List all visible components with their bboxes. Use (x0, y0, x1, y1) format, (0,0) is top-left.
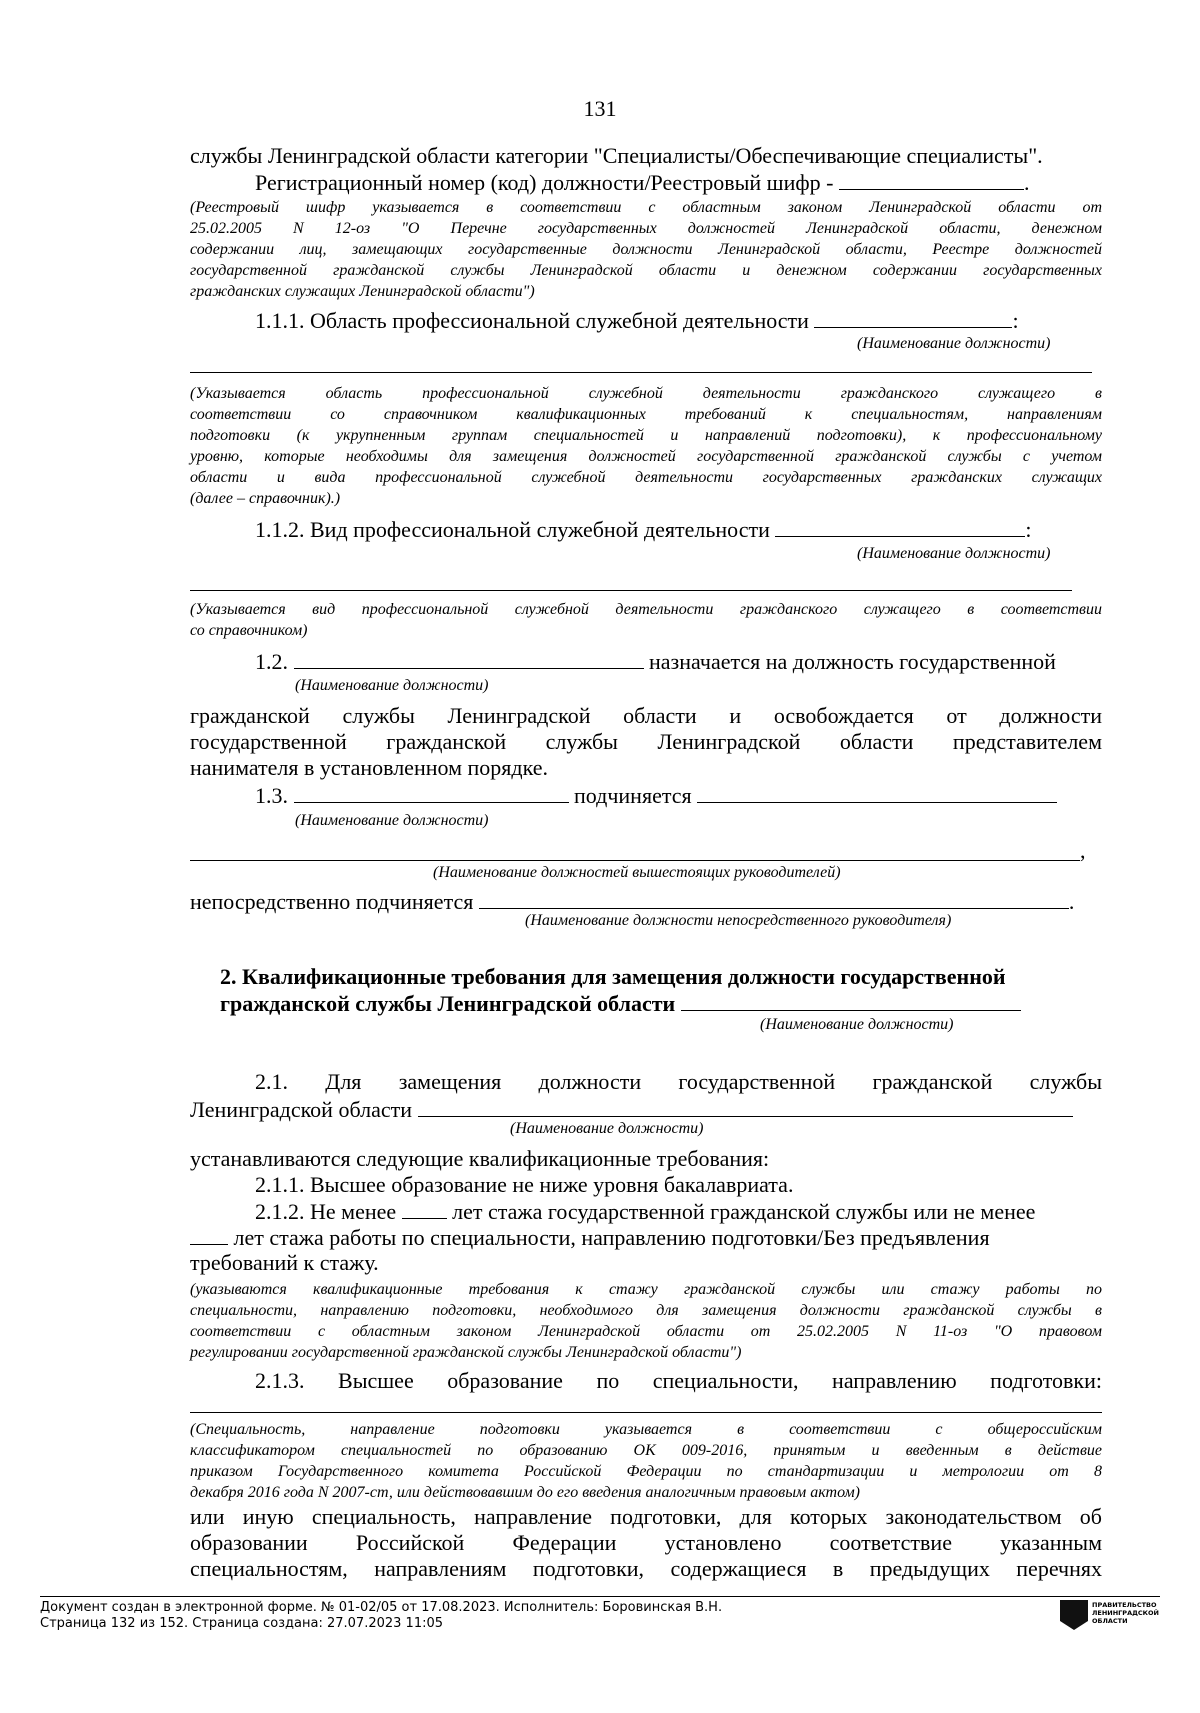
note-line: соответствии с областным законом Ленинградской области от 25.02.2005 N 11-оз "О правовом (190, 1323, 1102, 1340)
note-line: классификатором специальностей по образованию ОК 009-2016, принятым и введенным в действие (190, 1442, 1102, 1459)
footer-line-1: Документ создан в электронной форме. № 01-02/05 от 17.08.2023. Исполнитель: Боровинская В.Н. (40, 1600, 723, 1615)
text-line: специальностям, направлениям подготовки, содержащиеся в предыдущих перечнях (190, 1556, 1102, 1581)
p112-label: 1.1.2. Вид профессиональной служебной деятельности (255, 517, 770, 542)
caption-senior: (Наименование должностей вышестоящих руководителей) (433, 864, 841, 881)
note-line: (Реестровый шифр указывается в соответствии с областным законом Ленинградской области от (190, 199, 1102, 216)
note-line: (далее – справочник).) (190, 490, 341, 507)
p12-tail: назначается на должность государственной (649, 649, 1056, 674)
section-2-title: 2. Квалификационные требования для замещения должности государственной (220, 964, 1006, 989)
p112-blank (775, 516, 1025, 537)
note-line: специальности, направлению подготовки, необходимого для замещения должности гражданской службы в (190, 1302, 1102, 1319)
p212-c: лет стажа работы по специальности, направлению подготовки/Без предъявления (233, 1225, 990, 1250)
p212-a: 2.1.2. Не менее (255, 1199, 397, 1224)
paragraph-1-2 (255, 648, 1102, 675)
text-line: государственной гражданской службы Ленинградской области представителем (190, 729, 1102, 754)
note-line: 25.02.2005 N 12-оз "О Перечне государственных должностей Ленинградской области, денежном (190, 220, 1102, 237)
page-number: 131 (583, 96, 617, 121)
paragraph-2-1-1: 2.1.1. Высшее образование не ниже уровня бакалавриата. (255, 1172, 794, 1197)
government-emblem-icon (1060, 1600, 1088, 1630)
p13-number: 1.3. (255, 783, 288, 808)
p13-blank-2 (697, 782, 1057, 803)
p111-label: 1.1.1. Область профессиональной служебной деятельности (255, 308, 809, 333)
text-line: нанимателя в установленном порядке. (190, 755, 548, 780)
paragraph-2-1: 2.1. Для замещения должности государственной гражданской службы (255, 1069, 1102, 1094)
p13-blank-1 (294, 782, 569, 803)
note-line: со справочником) (190, 622, 308, 639)
footer-divider (40, 1596, 1160, 1597)
s2-label: гражданской службы Ленинградской области (220, 991, 676, 1016)
blank-line (190, 372, 1092, 373)
note-line: гражданских служащих Ленинградской области") (190, 283, 535, 300)
caption-position: (Наименование должности) (295, 677, 489, 694)
note-line: уровню, которые необходимы для замещения должностей государственной гражданской службы с учетом (190, 448, 1102, 465)
caption-direct: (Наименование должности непосредственного руководителя) (525, 912, 952, 929)
registration-line: Регистрационный номер (код) должности/Реестровый шифр - . (255, 170, 1030, 195)
registration-blank (839, 169, 1024, 190)
caption-position: (Наименование должности) (295, 812, 489, 829)
p212-b: лет стажа государственной гражданской службы или не менее (452, 1199, 1036, 1224)
note-line: регулировании государственной гражданской службы Ленинградской области") (190, 1344, 742, 1361)
note-line: декабря 2016 года N 2007-ст, или действовавшим до его введения аналогичным правовым актом) (190, 1484, 861, 1501)
text-line: устанавливаются следующие квалификационные требования: (190, 1146, 770, 1171)
note-line: государственной гражданской службы Ленинградской области и денежном содержании государственных (190, 262, 1102, 279)
paragraph-1-1-1: 1.1.1. Область профессиональной служебной деятельности : (255, 308, 1019, 333)
direct-subordination-line: непосредственно подчиняется . (190, 889, 1075, 914)
blank-line (190, 590, 1072, 591)
p12-number: 1.2. (255, 649, 288, 674)
text-line: службы Ленинградской области категории "Специалисты/Обеспечивающие специалисты". (190, 143, 1043, 168)
document-page: 131 службы Ленинградской области категории "Специалисты/Обеспечивающие специалисты". Регистрационный номер (код) должности/Реестровый шифр - . (Реестровый шифр указывается в соответствии с областным законом Ленинградской области от 25.02.2005 N 12-оз "О Перечне государственных должностей Ленинградской области, денежном содержании лиц, замещающих государственные должности Ленинградской области, Реестре должностей государственной гражданской службы Ленинградской области и денежном содержании государственных гражданских служащих Ленинградской области") 1.1.1. Область профессиональной служебной деятельности : (Наименование должности) (Указывается область профессиональной служебной деятельности гражданского служащего в соответствии со справочником квалификационных требований к специальностям, направлениям подготовки (к укрупненным группам специальностей и направлений подготовки), к профессиональному уровню, которые необходимы для замещения должностей государственной гражданской службы с учетом области и вида профессиональной служебной деятельности государственных гражданских служащих (далее – справочник).) 1.1.2. Вид профессиональной служебной деятельности : (Наименование должности) (Указывается вид профессиональной служебной деятельности гражданского служащего в соответствии со справочником) 1.2. назначается на должность государственной (Наименование должности) гражданской службы Ленинградской области и освобождается от должности государственной гражданской службы Ленинградской области представителем нанимателя в установленном порядке. 1.3. подчиняется (Наименование должности) , (Наименование должностей вышестоящих руководителей) непосредственно подчиняется . (Наименование должности непосредственного руководителя) 2. Квалификационные требования для замещения должности государственной гражданской службы Ленинградской области (Наименование должности) 2.1. Для замещения должности государственной гражданской службы Ленинградской области (Наименование должности) устанавливаются следующие квалификационные требования: 2.1.1. Высшее образование не ниже уровня бакалавриата. 2.1.2. Не менее лет стажа государственной гражданской службы или не менее лет стажа работы по специальности, направлению подготовки/Без предъявления требований к стажу. (указываются квалификационные требования к стажу гражданской службы или стажу работы по специальности, направлению подготовки, необходимого для замещения должности гражданской службы в соответствии с областным законом Ленинградской области от 25.02.2005 N 11-оз "О правовом регулировании государственной гражданской службы Ленинградской области") 2.1.3. Высшее образование по специальности, направлению подготовки: (Специальность, направление подготовки указывается в соответствии с общероссийским классификатором специальностей по образованию ОК 009-2016, принятым и введенным в действие приказом Государственного комитета Российской Федерации по стандартизации и метрологии от 8 декабря 2016 года N 2007-ст, или действовавшим до его введения аналогичным правовым актом) или иную специальность, направление подготовки, для которых законодательством об образовании Российской Федерации установлено соответствие указанным специальностям, направлениям подготовки, содержащиеся в предыдущих перечнях Документ создан в электронной форме. № 01-02/05 от 17.08.2023. Исполнитель: Боровинская В.Н. Страница 132 из 152. Страница создана: 27.07.2023 11:05 ПРАВИТЕЛЬСТВО ЛЕНИНГРАДСКОЙ ОБЛАСТИ (0, 0, 1200, 1713)
p212-blank-2 (190, 1224, 228, 1245)
blank-line (190, 1412, 1102, 1413)
note-line: (Указывается область профессиональной служебной деятельности гражданского служащего в (190, 385, 1102, 402)
text-line: требований к стажу. (190, 1250, 379, 1275)
text-line: или иную специальность, направление подготовки, для которых законодательством об (190, 1504, 1102, 1529)
note-line: (Специальность, направление подготовки указывается в соответствии с общероссийским (190, 1421, 1102, 1438)
p13-mid: подчиняется (574, 783, 692, 808)
text-line: гражданской службы Ленинградской области и освобождается от должности (190, 703, 1102, 728)
s2-blank (681, 990, 1021, 1011)
caption-position: (Наименование должности) (857, 335, 1051, 352)
p13-label: непосредственно подчиняется (190, 889, 474, 914)
footer-line-2: Страница 132 из 152. Страница создана: 27.07.2023 11:05 (40, 1616, 444, 1631)
note-line: (указываются квалификационные требования к стажу гражданской службы или стажу работы по (190, 1281, 1102, 1298)
paragraph-2-1-2 (255, 1198, 1102, 1225)
caption-position: (Наименование должности) (510, 1120, 704, 1137)
text-line: образовании Российской Федерации установлено соответствие указанным (190, 1530, 1102, 1555)
note-line: области и вида профессиональной служебной деятельности государственных гражданских служащих (190, 469, 1102, 486)
blank-line (190, 860, 1080, 861)
p12-blank (294, 648, 644, 669)
note-line: (Указывается вид профессиональной служебной деятельности гражданского служащего в соответствии (190, 601, 1102, 618)
registration-label: Регистрационный номер (код) должности/Реестровый шифр - (255, 170, 834, 195)
note-line: приказом Государственного комитета Российской Федерации по стандартизации и метрологии от 8 (190, 1463, 1102, 1480)
government-logo-text: ПРАВИТЕЛЬСТВО ЛЕНИНГРАДСКОЙ ОБЛАСТИ (1092, 1601, 1159, 1625)
note-line: соответствии со справочником квалификационных требований к специальностям, направлениям (190, 406, 1102, 423)
note-line: содержании лиц, замещающих государственные должности Ленинградской области, Реестре должностей (190, 241, 1102, 258)
caption-position: (Наименование должности) (760, 1016, 954, 1033)
caption-position: (Наименование должности) (857, 545, 1051, 562)
note-line: подготовки (к укрупненным группам специальностей и направлений подготовки), к профессиональному (190, 427, 1102, 444)
p212-blank-1 (402, 1198, 447, 1219)
paragraph-1-1-2: 1.1.2. Вид профессиональной служебной деятельности : (255, 517, 1032, 542)
p21-blank (418, 1096, 1073, 1117)
p111-blank (814, 307, 1012, 328)
paragraph-2-1-2-line2 (190, 1224, 1102, 1251)
p21-label: Ленинградской области (190, 1097, 412, 1122)
footer (40, 1600, 722, 1632)
section-2-title-line2 (220, 990, 1100, 1017)
paragraph-1-3 (255, 782, 1102, 809)
paragraph-2-1-line2 (190, 1096, 1102, 1123)
direct-blank (479, 888, 1069, 909)
paragraph-2-1-3: 2.1.3. Высшее образование по специальности, направлению подготовки: (255, 1368, 1102, 1393)
